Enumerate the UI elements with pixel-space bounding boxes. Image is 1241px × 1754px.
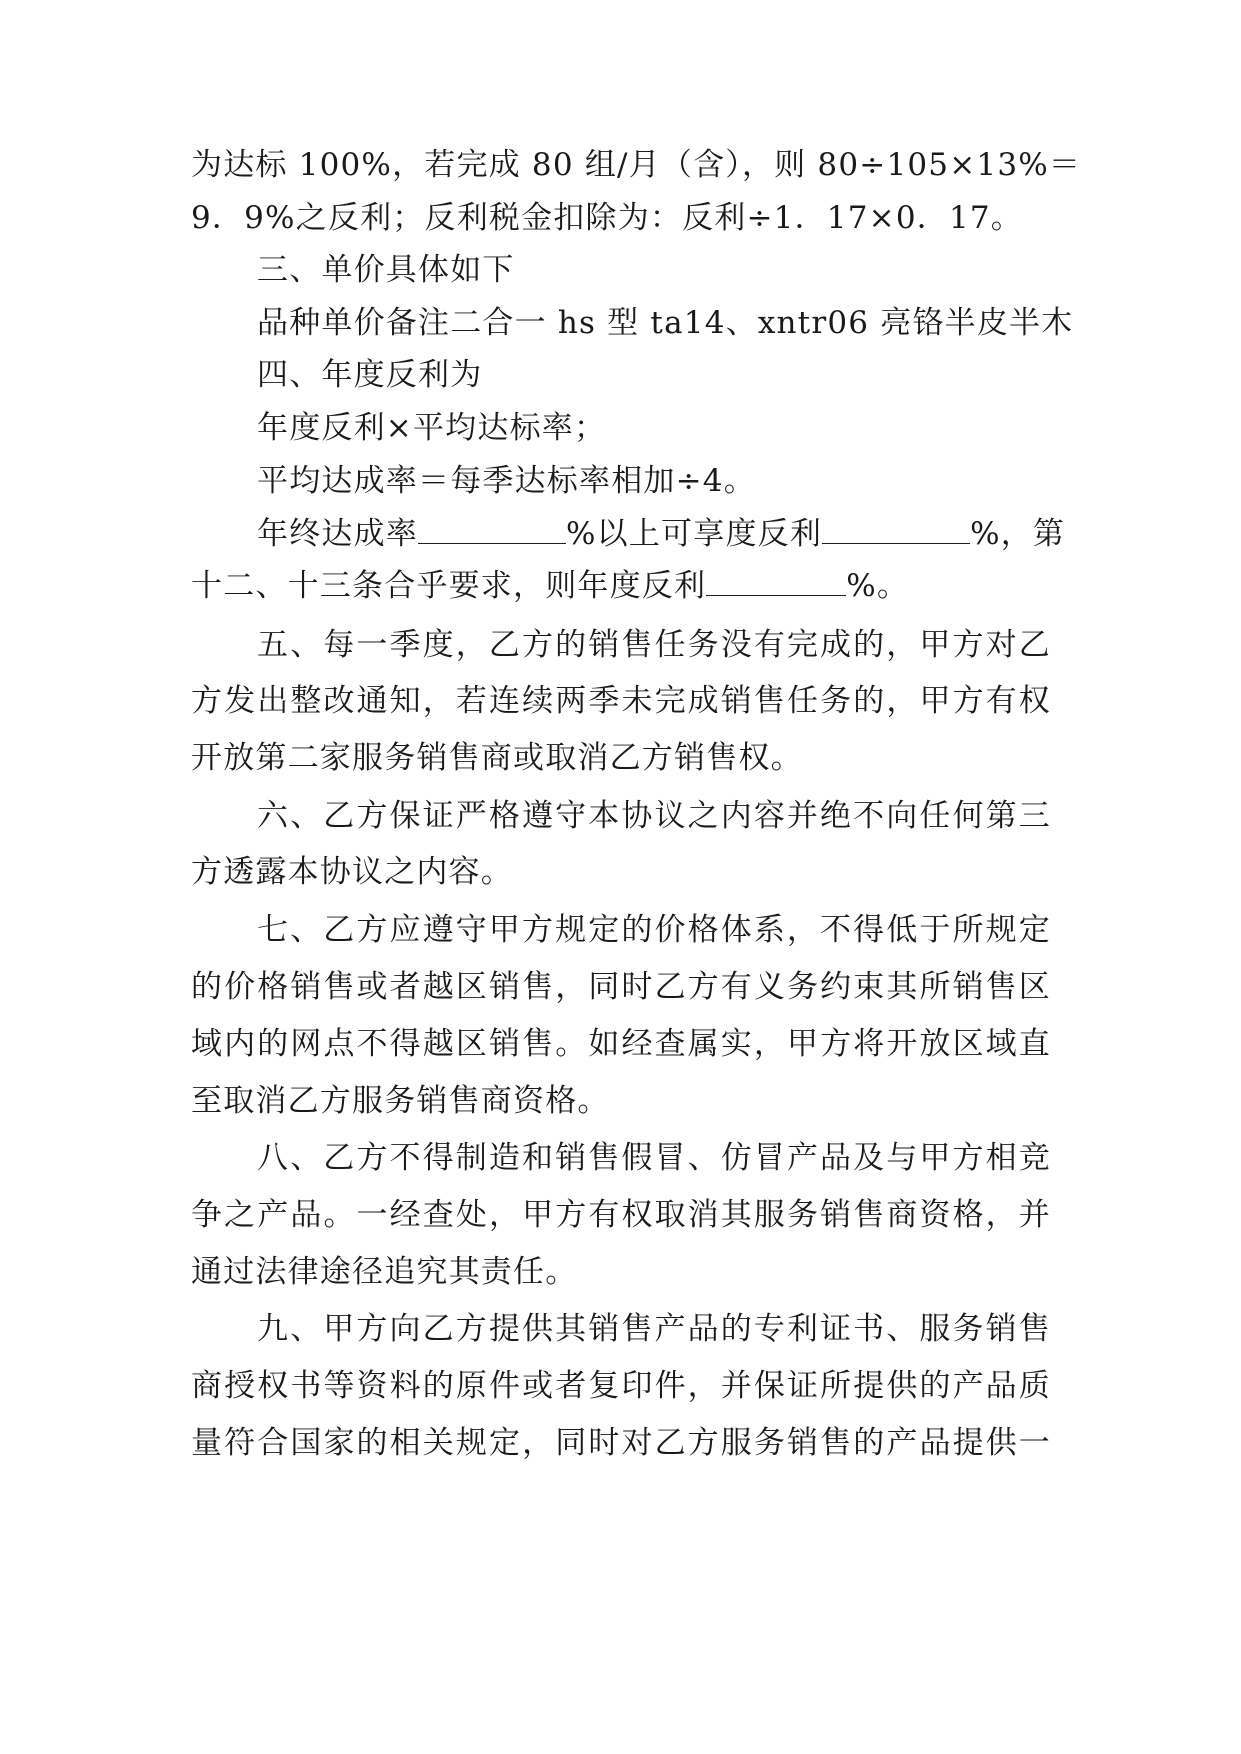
text-line: 9．9%之反利；反利税金扣除为：反利÷1．17×0．17。: [191, 200, 1023, 236]
text-line: 为达标 100%，若完成 80 组/月（含），则 80÷105×13%＝: [191, 147, 1082, 183]
text-line: 年度反利×平均达标率；: [257, 410, 607, 446]
fill-in-line: [257, 514, 1066, 554]
text-line: 的价格销售或者越区销售，同时乙方有义务约束其所销售区: [191, 969, 1051, 1005]
text-line: 量符合国家的相关规定，同时对乙方服务销售的产品提供一: [191, 1425, 1051, 1461]
blank-field: [418, 517, 566, 544]
text-line: 三、单价具体如下: [257, 252, 515, 288]
text-line: 争之产品。一经查处，甲方有权取消其服务销售商资格，并: [191, 1197, 1051, 1233]
text-line: 五、每一季度，乙方的销售任务没有完成的，甲方对乙: [257, 627, 1051, 663]
text-line: 八、乙方不得制造和销售假冒、仿冒产品及与甲方相竞: [257, 1140, 1051, 1176]
text-line: 七、乙方应遵守甲方规定的价格体系，不得低于所规定: [257, 912, 1051, 948]
text-line: 方发出整改通知，若连续两季未完成销售任务的，甲方有权: [191, 683, 1051, 719]
blank-field: [706, 569, 846, 596]
text-line: 平均达成率＝每季达标率相加÷4。: [257, 463, 756, 499]
fill-text: %以上可享度反利: [566, 516, 823, 552]
fill-in-line: [191, 566, 1051, 606]
text-line: 开放第二家服务销售商或取消乙方销售权。: [191, 740, 803, 776]
text-line: 四、年度反利为: [257, 357, 483, 393]
text-line: 品种单价备注二合一 hs 型 ta14、xntr06 亮铬半皮半木: [257, 305, 1074, 341]
text-line: 方透露本协议之内容。: [191, 854, 513, 890]
fill-text: %，第: [970, 516, 1066, 552]
text-line: 商授权书等资料的原件或者复印件，并保证所提供的产品质: [191, 1368, 1051, 1404]
fill-text: %。: [846, 568, 910, 604]
blank-field: [822, 517, 970, 544]
text-line: 九、甲方向乙方提供其销售产品的专利证书、服务销售: [257, 1311, 1051, 1347]
fill-text: 十二、十三条合乎要求，则年度反利: [191, 568, 707, 604]
fill-text: 年终达成率: [257, 516, 418, 552]
text-line: 通过法律途径追究其责任。: [191, 1254, 578, 1290]
text-line: 域内的网点不得越区销售。如经查属实，甲方将开放区域直: [191, 1026, 1051, 1062]
text-line: 六、乙方保证严格遵守本协议之内容并绝不向任何第三: [257, 798, 1051, 834]
text-line: 至取消乙方服务销售商资格。: [191, 1083, 610, 1119]
